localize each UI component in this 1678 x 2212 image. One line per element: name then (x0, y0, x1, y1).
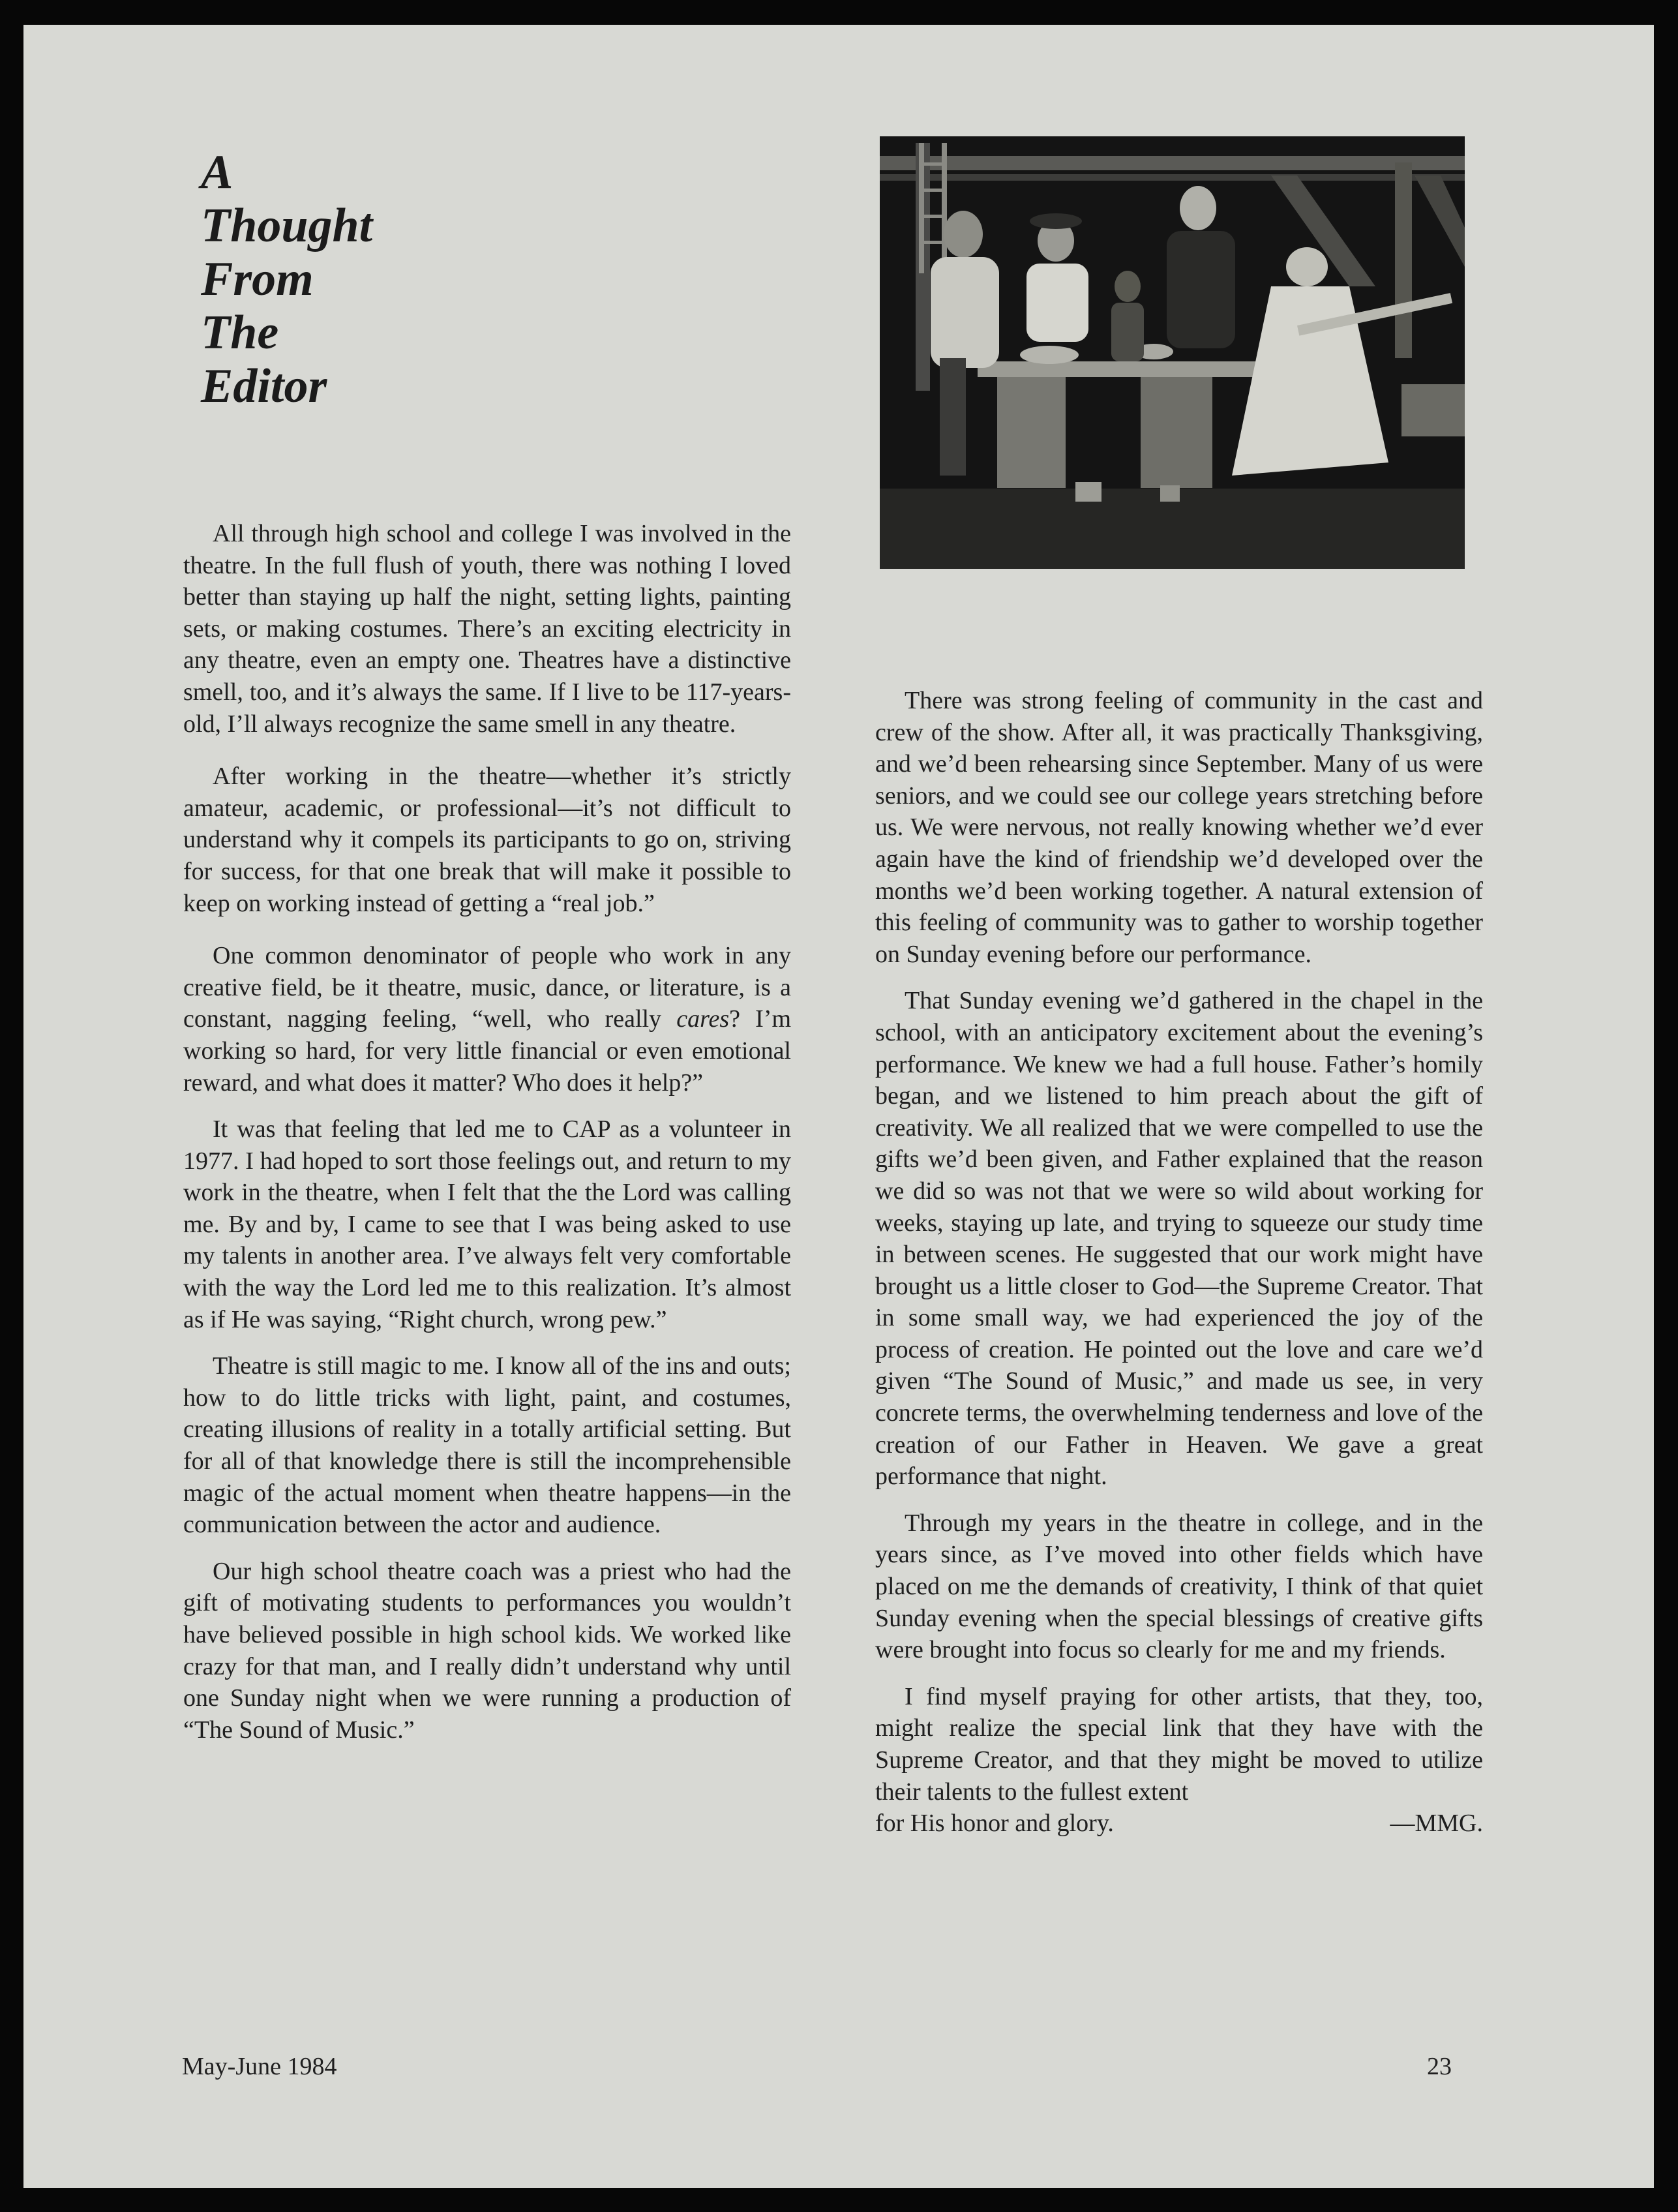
paragraph-text: One common denominator of people who work in any creative field, be it theatre, music, dance, or literature, is a constant, nagging feeling, “well, who really (183, 942, 791, 1033)
stage-scene-illustration (880, 136, 1465, 569)
right-column (875, 685, 1483, 1840)
magazine-page (23, 25, 1654, 2188)
author-signature: —MMG. (1390, 1810, 1483, 1838)
paragraph: Our high school theatre coach was a priest who had the gift of motivating students to performances you wouldn’t have believed possible in high school kids. We worked like crazy for that man, and I really didn’t understand why until one Sunday night when we were running a production of “The Sound of Music.” (183, 1557, 791, 1744)
title-line: A (201, 145, 233, 199)
paragraph: Through my years in the theatre in college, and in the years since, as I’ve moved into other fields which have placed on me the demands of creativity, I think of that quiet Sunday evening when the special blessings of creative gifts were brought into focus so clearly for me and my friends. (875, 1509, 1483, 1664)
issue-date: May-June 1984 (182, 2053, 337, 2080)
paragraph (875, 1681, 1483, 1808)
paragraph: There was strong feeling of community in the cast and crew of the show. After all, it was practically Thanksgiving, and we’d been rehearsing since September. Many of us were seniors, and we could see our college years stretching before us. We were nervous, not really knowing whether we’d ever again have the kind of friendship we’d developed over the months we’d been working together. A natural extension of this feeling of community was to gather to worship together on Sunday evening before our performance. (875, 687, 1483, 968)
paragraph: Theatre is still magic to me. I know all of the ins and outs; how to do little tricks with light, paint, and costumes, creating illusions of reality in a totally artificial setting. But for all of that knowledge there is still the incomprehensible magic of the actual moment when theatre happens—in the communication between the actor and audience. (183, 1352, 791, 1539)
paragraph: After working in the theatre—whether it’s strictly amateur, academic, or professional—it’s not difficult to understand why it compels its participants to go on, striving for success, for that one break that will make it possible to keep on working instead of getting a “real job.” (183, 763, 791, 917)
paragraph: All through high school and college I was involved in the theatre. In the full flush of youth, there was nothing I loved better than staying up half the night, setting lights, painting sets, or making costumes. There’s an exciting electricity in any theatre, even an empty one. Theatres have a distinctive smell, too, and it’s always the same. If I live to be 117-years-old, I’ll always recognize the same smell in any theatre. (183, 520, 791, 738)
title-line: From (201, 252, 314, 306)
title-line: The (201, 306, 279, 359)
theatre-photo (880, 136, 1465, 569)
paragraph: That Sunday evening we’d gathered in the chapel in the school, with an anticipatory excitement about the evening’s performance. We knew we had a full house. Father’s homily began, and we listened to him preach about the gift of creativity. We all realized that we were compelled to use the gifts we’d been given, and Father explained that the reason we did so was not that we were so wild about working for weeks, staying up late, and trying to squeeze our study time in between scenes. He suggested that our work might have brought us a little closer to God—the Supreme Creator. That in some small way, we had experienced the joy of the process of creation. He pointed out the love and care we’d given “The Sound of Music,” and made us see, in very concrete terms, the overwhelming tenderness and love of the creation of our Father in Heaven. We gave a great performance that night. (875, 987, 1483, 1491)
paragraph-text: for His honor and glory. (875, 1810, 1114, 1838)
paragraph (183, 940, 791, 1098)
paragraph: It was that feeling that led me to CAP as a volunteer in 1977. I had hoped to sort those feelings out, and return to my work in the theatre, when I felt that the the Lord was calling me. By and by, I came to see that I was being asked to use my talents in another area. I’ve always felt very comfortable with the way the Lord led me to this realization. It’s almost as if He was saying, “Right church, wrong pew.” (183, 1115, 791, 1333)
paragraph-text: I find myself praying for other artists, that they, too, might realize the special link that they have with the Supreme Creator, and that they might be moved to utilize their talents to the fullest extent (875, 1682, 1483, 1806)
paragraph-text: ? I’m working so hard, for very little financial or even emotional reward, and what does it matter? Who does it help?” (183, 1005, 792, 1097)
page-number: 23 (1427, 2053, 1452, 2080)
signoff-line (875, 1808, 1483, 1840)
title-line: Editor (201, 359, 327, 413)
emphasis-text: cares (676, 1005, 730, 1033)
left-column (183, 518, 791, 1761)
article-title (201, 145, 462, 413)
title-line: Thought (201, 199, 373, 252)
